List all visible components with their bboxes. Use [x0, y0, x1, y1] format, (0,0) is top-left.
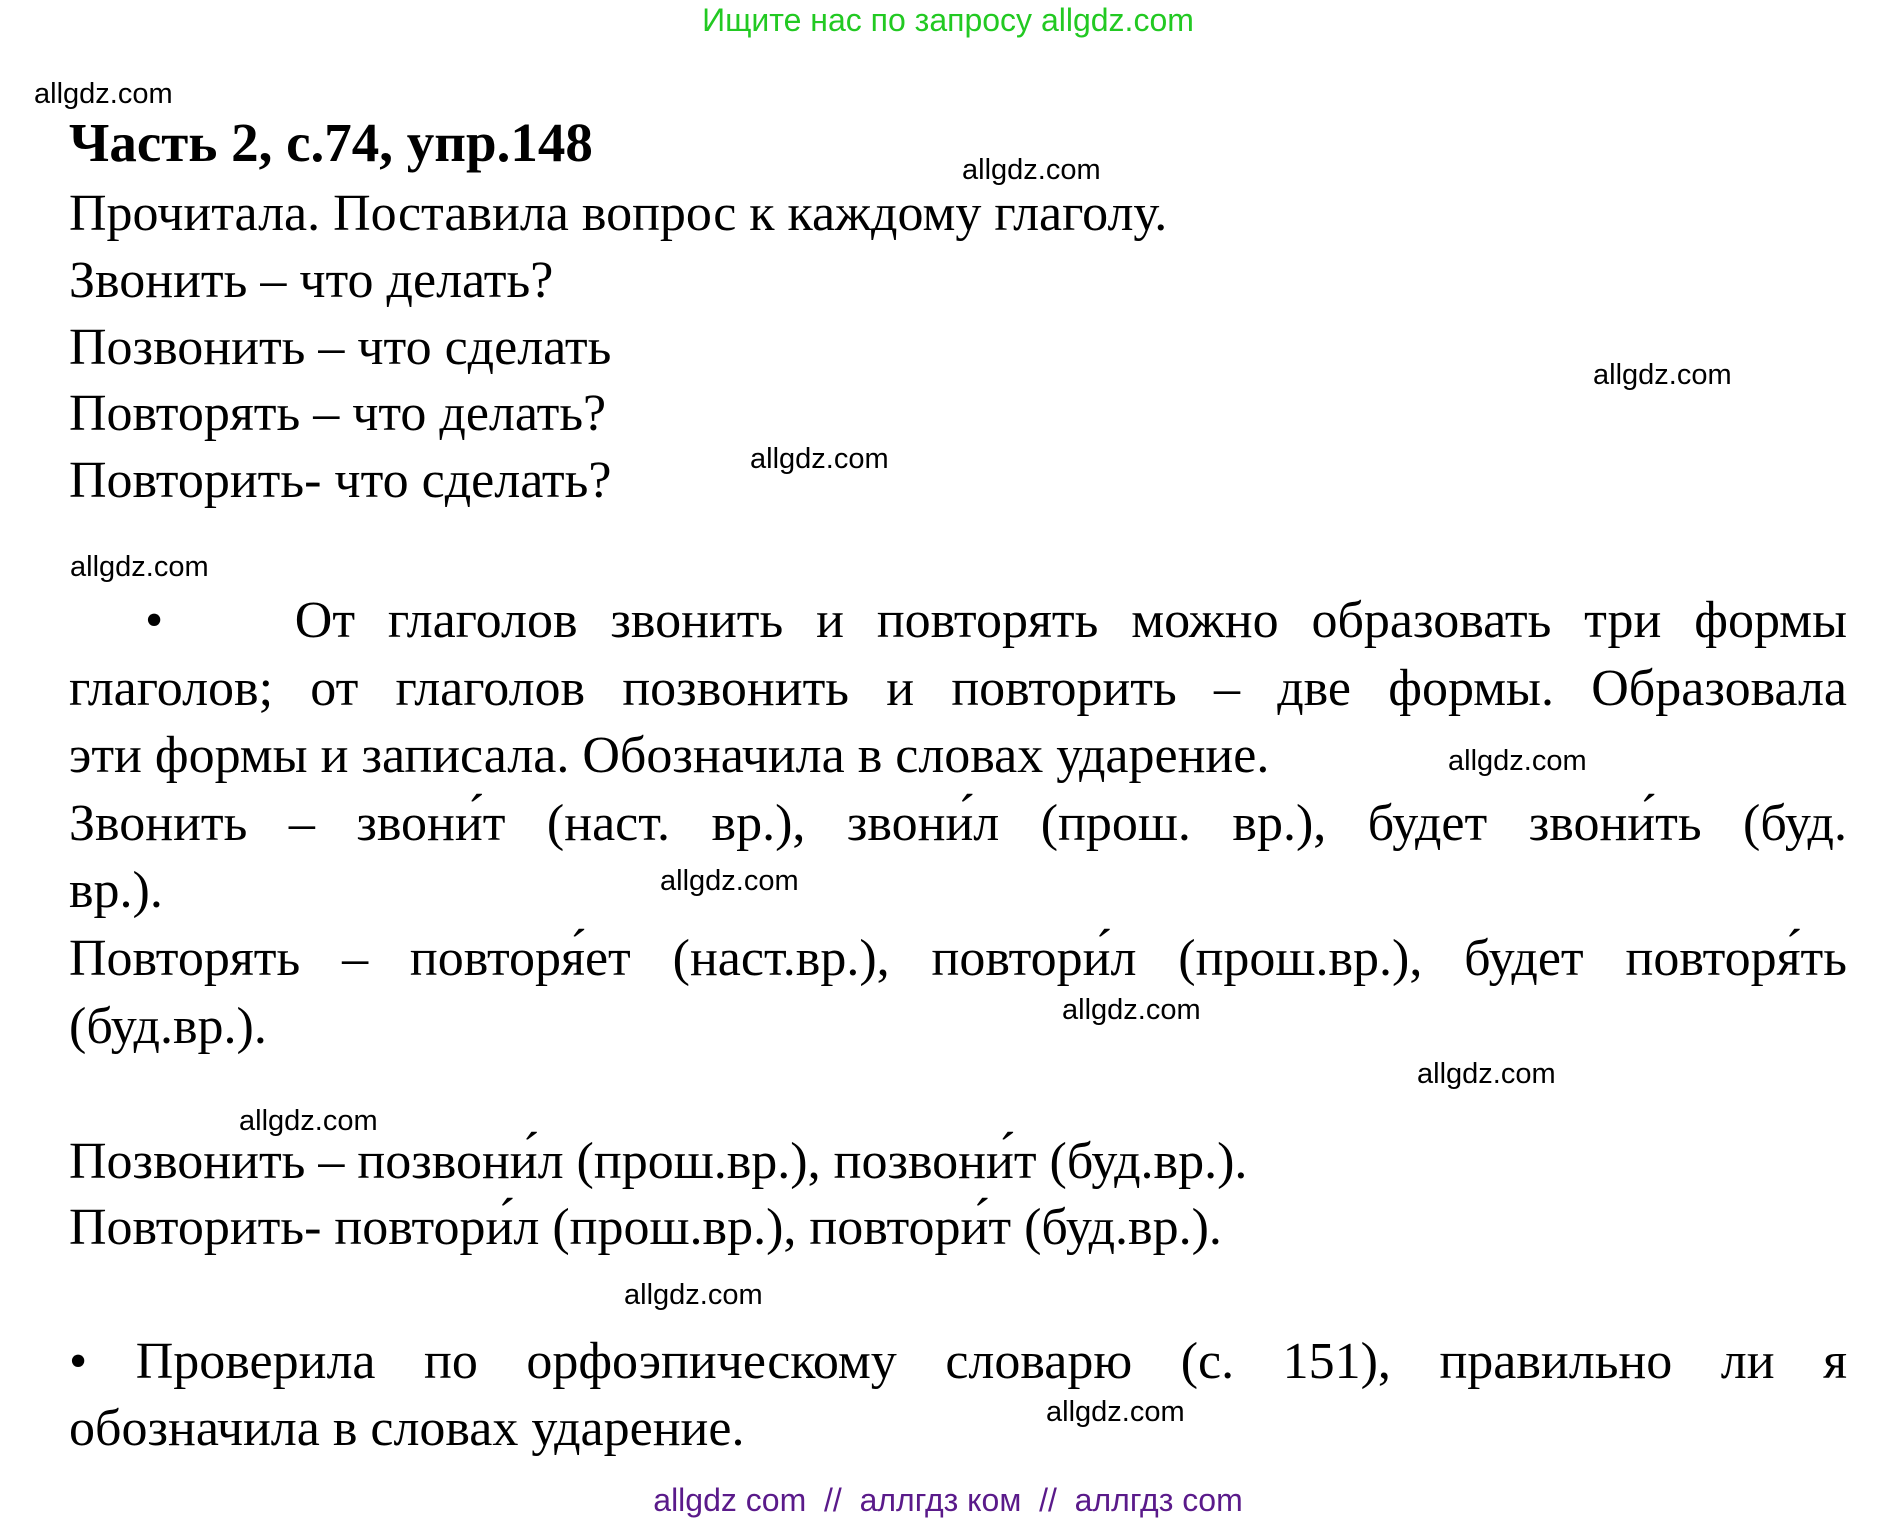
watermark: allgdz.com — [34, 78, 173, 110]
text-line: Повторять – что делать? — [69, 385, 607, 442]
watermark: allgdz.com — [1448, 745, 1587, 777]
watermark: allgdz.com — [1417, 1058, 1556, 1090]
text-line: Звонить – что делать? — [69, 252, 554, 309]
watermark: allgdz.com — [239, 1105, 378, 1137]
text-line: вр.). — [69, 862, 163, 919]
watermark: allgdz.com — [1046, 1396, 1185, 1428]
text-line: • Проверила по орфоэпическому словарю (с. 151), правильно ли я — [69, 1333, 1847, 1390]
text-line: Позвонить – что сделать — [69, 319, 612, 376]
text-line: Повторить- что сделать? — [69, 452, 612, 509]
watermark: allgdz.com — [660, 865, 799, 897]
text-line: Звонить – звони́т (наст. вр.), звони́л (прош. вр.), будет звони́ть (буд. — [69, 795, 1847, 852]
watermark: allgdz.com — [1593, 359, 1732, 391]
watermark: allgdz.com — [70, 551, 209, 583]
watermark: allgdz.com — [750, 443, 889, 475]
text-line: глаголов; от глаголов позвонить и повторить – две формы. Образовала — [69, 660, 1847, 717]
text-line: Повторять – повторя́ет (наст.вр.), повтори́л (прош.вр.), будет повторя́ть — [69, 930, 1847, 987]
text-line: Повторить- повтори́л (прош.вр.), повтори́т (буд.вр.). — [69, 1199, 1222, 1256]
watermark: allgdz.com — [962, 154, 1101, 186]
header-banner: Ищите нас по запросу allgdz.com — [702, 2, 1194, 38]
page-title: Часть 2, с.74, упр.148 — [69, 112, 593, 173]
text-line: обозначила в словах ударение. — [69, 1400, 745, 1457]
text-line: Прочитала. Поставила вопрос к каждому глаголу. — [69, 185, 1168, 242]
watermark: allgdz.com — [624, 1279, 763, 1311]
text-line: Позвонить – позвони́л (прош.вр.), позвони́т (буд.вр.). — [69, 1133, 1248, 1190]
watermark: allgdz.com — [1062, 994, 1201, 1026]
text-line: (буд.вр.). — [69, 998, 267, 1055]
text-line: эти формы и записала. Обозначила в словах ударение. — [69, 727, 1270, 784]
footer-banner: allgdz com // аллгдз ком // аллгдз com — [653, 1482, 1243, 1518]
text-line: • От глаголов звонить и повторять можно образовать три формы — [145, 592, 1847, 649]
